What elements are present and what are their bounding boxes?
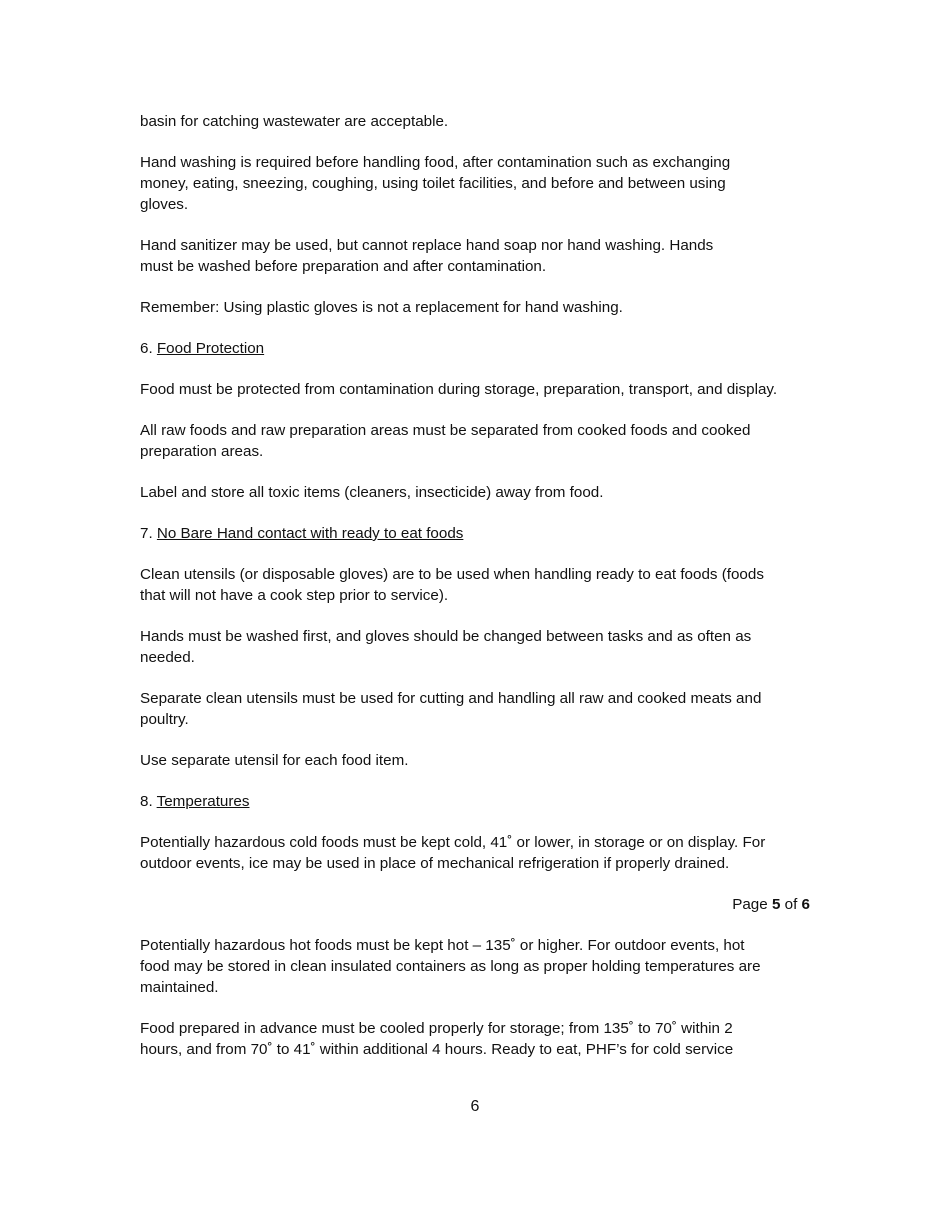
- paragraph: Use separate utensil for each food item.: [140, 752, 409, 769]
- section-number: 7.: [140, 525, 153, 542]
- paragraph: Potentially hazardous hot foods must be kept hot – 135˚ or higher. For outdoor events, hot food may be stored in clean insulated containers as long as proper holding temperatures are maintained.: [140, 937, 761, 996]
- paragraph: Hand washing is required before handling food, after contamination such as exchanging money, eating, sneezing, coughing, using toilet facilities, and before and between using gloves.: [140, 154, 731, 213]
- page-indicator-current: 5: [771, 896, 781, 913]
- paragraph: Remember: Using plastic gloves is not a replacement for hand washing.: [140, 299, 623, 316]
- section-heading: [140, 338, 820, 359]
- section-number: 8.: [140, 793, 153, 810]
- page-indicator: [140, 894, 820, 915]
- paragraph: Clean utensils (or disposable gloves) are to be used when handling ready to eat foods (foods that will not have a cook step prior to service).: [140, 566, 764, 604]
- section-heading: [140, 791, 820, 812]
- section-title: No Bare Hand contact with ready to eat foods: [156, 525, 464, 542]
- paragraph: Separate clean utensils must be used for cutting and handling all raw and cooked meats and poultry.: [140, 690, 762, 728]
- paragraph: Food prepared in advance must be cooled properly for storage; from 135˚ to 70˚ within 2 hours, and from 70˚ to 41˚ within additional 4 hours. Ready to eat, PHF’s for cold service: [140, 1020, 734, 1058]
- paragraph: Hands must be washed first, and gloves should be changed between tasks and as often as needed.: [140, 628, 752, 666]
- paragraph: Food must be protected from contamination during storage, preparation, transport, and display.: [140, 381, 778, 398]
- section-title: Food Protection: [156, 340, 265, 357]
- paragraph: Label and store all toxic items (cleaners, insecticide) away from food.: [140, 484, 604, 501]
- section-title: Temperatures: [156, 793, 250, 810]
- paragraph: basin for catching wastewater are acceptable.: [140, 113, 449, 130]
- page-indicator-total: 6: [801, 896, 810, 913]
- page-indicator-of: of: [784, 896, 798, 913]
- paragraph: Potentially hazardous cold foods must be kept cold, 41˚ or lower, in storage or on display. For outdoor events, ice may be used in place of mechanical refrigeration if properly drained.: [140, 834, 766, 872]
- footer-page-number: 6: [470, 1098, 480, 1115]
- paragraph: Hand sanitizer may be used, but cannot replace hand soap nor hand washing. Hands must be washed before preparation and after contamination.: [140, 237, 714, 275]
- section-heading: [140, 523, 820, 544]
- paragraph: All raw foods and raw preparation areas must be separated from cooked foods and cooked preparation areas.: [140, 422, 751, 460]
- page-indicator-prefix: Page: [732, 896, 768, 913]
- section-number: 6.: [140, 340, 153, 357]
- document-body: [140, 111, 820, 1080]
